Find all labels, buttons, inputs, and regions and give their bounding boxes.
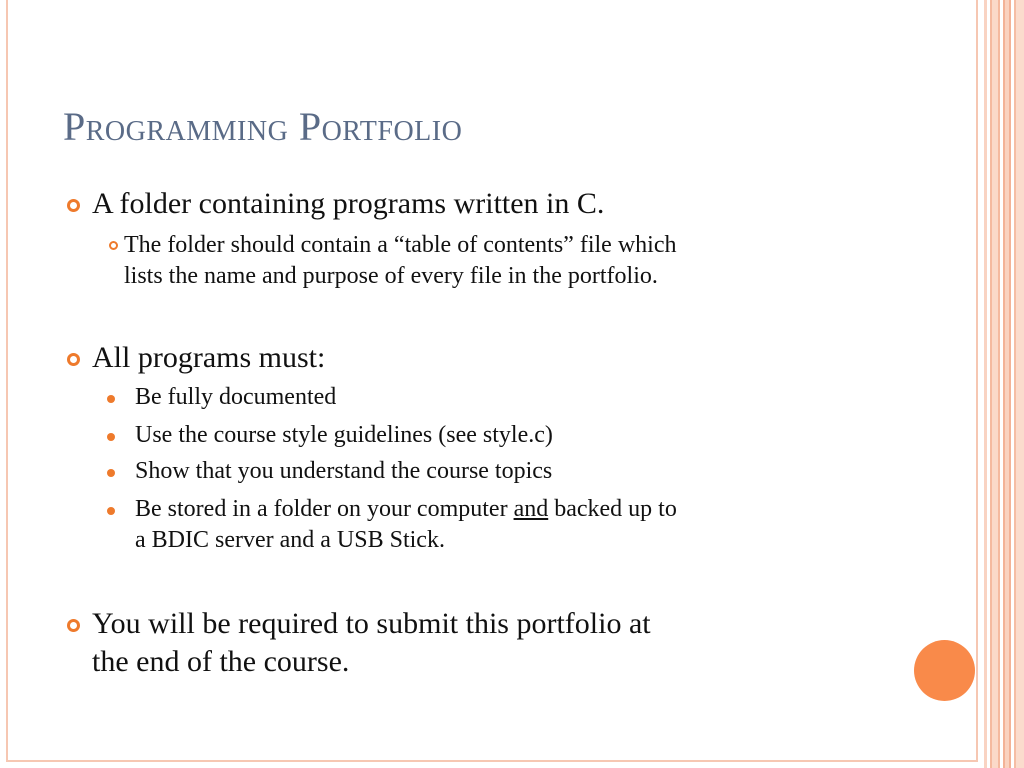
orange-dot-icon (107, 395, 115, 403)
slide-title: Programming Portfolio (63, 104, 463, 149)
sub-bullet-text: Be fully documented (135, 384, 337, 410)
orange-dot-icon (107, 507, 115, 515)
sub-bullet-text: Show that you understand the course topics (135, 458, 553, 484)
orange-ring-icon (109, 241, 118, 250)
orange-dot-icon (107, 433, 115, 441)
decorative-circle (914, 640, 975, 701)
sub-bullet-text-part: Be stored in a folder on your computer (135, 496, 514, 522)
sub-bullet-text (135, 494, 677, 525)
orange-ring-icon (67, 619, 80, 632)
orange-dot-icon (107, 469, 115, 477)
decorative-stripe (1014, 0, 1024, 768)
sub-bullet-text-continued: a BDIC server and a USB Stick. (135, 527, 445, 553)
sub-bullet-text-part: backed up to (548, 496, 677, 522)
emphasized-word: and (513, 496, 549, 522)
decorative-stripe (990, 0, 1000, 768)
bullet-text: A folder containing programs written in C. (92, 187, 605, 220)
orange-ring-icon (67, 199, 80, 212)
sub-bullet-text: Use the course style guidelines (see style.c) (135, 422, 553, 448)
decorative-stripe (1003, 0, 1011, 768)
decorative-stripe (984, 0, 987, 768)
bullet-text: All programs must: (92, 341, 326, 374)
orange-ring-icon (67, 353, 80, 366)
sub-bullet-text-continued: lists the name and purpose of every file in the portfolio. (124, 263, 658, 289)
bullet-text: You will be required to submit this portfolio at (92, 607, 651, 640)
sub-bullet-text: The folder should contain a “table of contents” file which (124, 232, 677, 258)
bullet-text-continued: the end of the course. (92, 645, 350, 678)
